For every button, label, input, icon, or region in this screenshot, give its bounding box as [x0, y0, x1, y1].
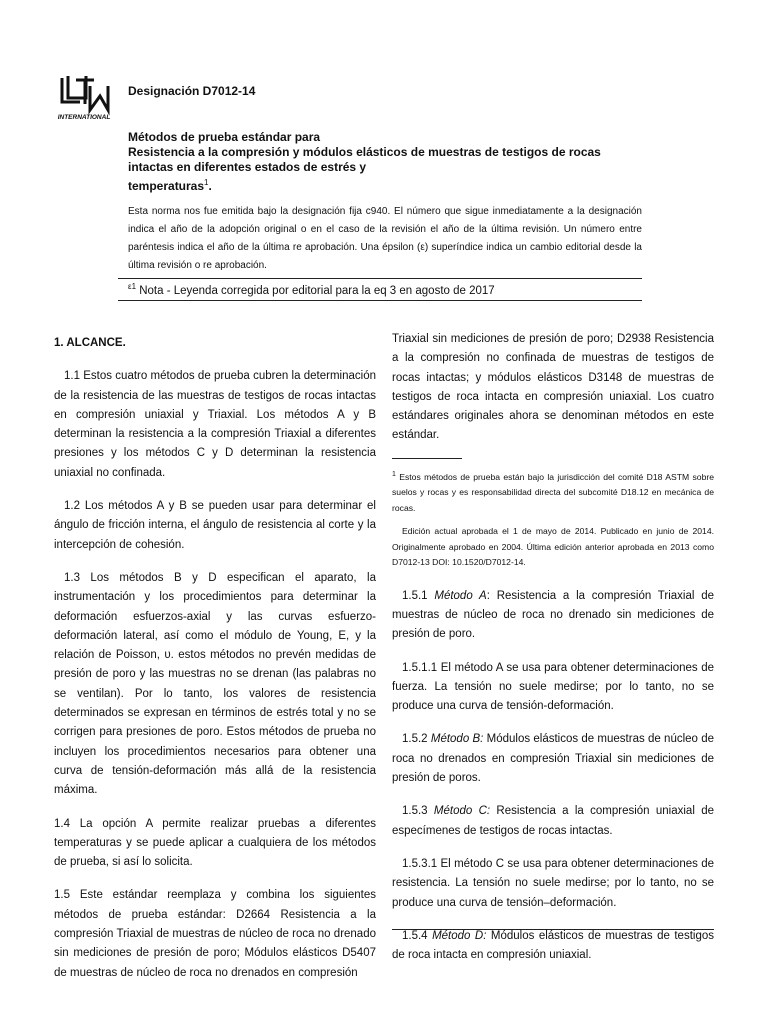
designation: Designación D7012-14	[128, 84, 256, 98]
paragraph-1-5-4: 1.5.4 Método D: Módulos elásticos de muestras de testigos de roca intacta en compresión uniaxial.	[392, 929, 714, 962]
issuance-notice: Esta norma nos fue emitida bajo la designación fija c940. El número que sigue inmediatamente a la designación indica el año de la adopción original o en el caso de la revisión el año de la última revisión. Un número entre paréntesis indica el año de la última re aprobación. Una épsilon (ε) superíndice indica un cambio editorial desde la última revisión o re aprobación.	[128, 206, 642, 271]
paragraph-1-2: 1.2 Los métodos A y B se pueden usar para determinar el ángulo de fricción interna, el ángulo de resistencia al corte y la intercepción de cohesión.	[54, 500, 376, 551]
divider-top	[118, 278, 642, 279]
paragraph-1-3: 1.3 Los métodos B y D especifican el aparato, la instrumentación y los procedimientos para determinar la deformación esfuerzos-axial y las curvas esfuerzo-deformación lateral, así como el módulo de Young, E, y la relación de Poisson, υ. estos métodos no prevén medidas de presión de poro y las muestras no se drenan (las palabras no se ventilan). Por lo tanto, los valores de resistencia determinados se expresan en términos de estrés total y no se corrigen para presiones de poro. Estos métodos de prueba no incluyen los procedimientos necesarios para obtener una curva de tensión-deformación más allá de la resistencia máxima.	[54, 571, 376, 797]
title-line-2: Resistencia a la compresión y módulos elásticos de muestras de testigos de rocas	[128, 145, 601, 159]
paragraph-1-5-1-1: 1.5.1.1 El método A se usa para obtener determinaciones de fuerza. La tensión no suele medirse; por lo tanto, no se produce una curva de tensión-deformación.	[392, 661, 714, 713]
footnote-edition: Edición actual aprobada el 1 de mayo de 2014. Publicado en junio de 2014. Originalmente aprobado en 2004. Última edición anterior aprobada en 2013 como D7012-13 DOI: 10.1520/D7012-14.	[392, 526, 714, 568]
title-line-4: temperaturas$^1$.	[128, 178, 212, 193]
divider-bottom	[118, 300, 642, 301]
paragraph-1-5-1: 1.5.1 Método A: Resistencia a la compresión Triaxial de muestras de núcleo de roca no drenado sin mediciones de presión de poro.	[392, 589, 714, 641]
astm-logo	[56, 72, 112, 124]
paragraph-1-5-2: 1.5.2 Método B: Módulos elásticos de muestras de núcleo de roca no drenados en compresión Triaxial sin mediciones de presión de poros.	[392, 733, 714, 785]
title-line-1: Métodos de prueba estándar para	[128, 130, 321, 144]
title-footnote-ref: 1	[204, 178, 209, 187]
page-bottom-divider	[392, 929, 714, 930]
title-line-3: intactas en diferentes estados de estrés y	[128, 160, 367, 174]
right-column	[392, 330, 714, 979]
paragraph-1-5-3: 1.5.3 Método C: Resistencia a la compresión uniaxial de especímenes de testigos de rocas intactas.	[392, 805, 714, 837]
editorial-note: $^{\varepsilon 1}$ Nota - Leyenda corregida por editorial para la eq 3 en agosto de 2017	[128, 282, 495, 297]
paragraph-1-5: 1.5 Este estándar reemplaza y combina los siguientes métodos de prueba estándar: D2664 Resistencia a la compresión Triaxial de muestras de núcleo de roca no drenado sin mediciones de presión de poro; Módulos elásticos D5407 de muestras de núcleo de roca no drenados en compresión	[54, 889, 376, 979]
paragraph-1-1: 1.1 Estos cuatro métodos de prueba cubren la determinación de la resistencia de las muestras de testigos de rocas intactas en compresión uniaxial y Triaxial. Los métodos A y B determinan la resistencia a la compresión Triaxial a diferentes presiones y los métodos C y D determinan la resistencia uniaxial no confinada.	[54, 370, 376, 479]
section-heading-scope: 1. ALCANCE.	[54, 337, 126, 349]
logo-sub-text: INTERNATIONAL	[57, 114, 111, 121]
document-title	[128, 130, 648, 194]
paragraph-1-4: 1.4 La opción A permite realizar pruebas a diferentes temperaturas y se puede aplicar a cualquiera de los métodos de prueba, si así lo solicita.	[54, 817, 376, 869]
paragraph-1-5-3-1: 1.5.3.1 El método C se usa para obtener determinaciones de resistencia. La tensión no suele medirse; por lo tanto, no se produce una curva de tensión–deformación.	[392, 857, 714, 909]
footnote-1: $^1$ Estos métodos de prueba están bajo la jurisdicción del comité D18 ASTM sobre suelos y rocas y es responsabilidad directa del subcomité D18.12 en mecánica de rocas.	[392, 470, 714, 513]
paragraph-1-5-continued: Triaxial sin mediciones de presión de poro; D2938 Resistencia a la compresión no confinada de muestras de testigos de rocas intactas; y módulos elásticos D3148 de muestras de testigos de roca intacta en compresión uniaxial. Los cuatro estándares originales ahora se denominan métodos en este estándar.	[392, 333, 714, 442]
left-column	[54, 334, 376, 997]
footnote-divider	[392, 458, 462, 459]
